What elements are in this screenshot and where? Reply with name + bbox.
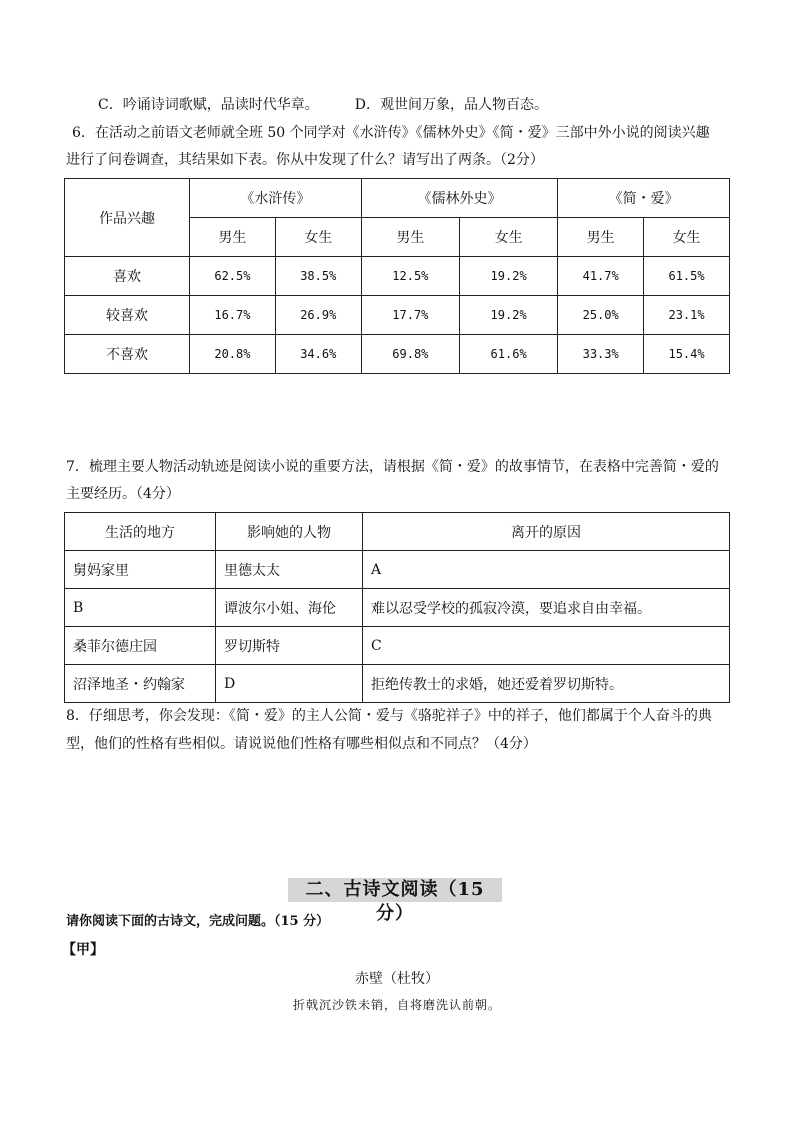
reading-interest-table [64,178,730,374]
gender-header: 男生 [558,218,644,257]
q6-text-line2: 进行了问卷调查，其结果如下表。你从中发现了什么？请写出了两条。（2分） [66,152,544,168]
column-header: 影响她的人物 [216,513,363,551]
table-cell: 41.7% [558,257,644,296]
table-cell: 里德太太 [216,551,363,589]
passage-label-jia: 【甲】 [62,942,104,958]
table-cell: 20.8% [190,335,276,374]
table-row [65,296,730,335]
table-cell: 34.6% [275,335,361,374]
book-header: 《儒林外史》 [361,179,558,218]
table-cell: 19.2% [459,296,557,335]
gender-header: 男生 [190,218,276,257]
table-cell: 17.7% [361,296,459,335]
table-cell: 19.2% [459,257,557,296]
table-row [65,257,730,296]
table-corner-cell: 作品兴趣 [65,179,190,257]
column-header: 生活的地方 [65,513,216,551]
table-cell: 沼泽地圣・约翰家 [65,665,216,703]
table-cell: 12.5% [361,257,459,296]
jane-eyre-experience-table [64,512,730,703]
options-line [98,96,548,114]
q6-text-line1: 6．在活动之前语文老师就全班 50 个同学对《水浒传》《儒林外史》《简・爱》三部中外小说的阅读兴趣 [72,125,710,141]
poem-line: 折戟沉沙铁未销，自将磨洗认前朝。 [292,998,501,1012]
table-cell: 69.8% [361,335,459,374]
table-cell: 25.0% [558,296,644,335]
table-row [65,335,730,374]
table-cell: 难以忍受学校的孤寂冷漠，要追求自由幸福。 [363,589,730,627]
table-row [65,551,730,589]
gender-header: 女生 [459,218,557,257]
row-label: 不喜欢 [65,335,190,374]
q7-text-line2: 主要经历。（4分） [66,486,180,502]
poem-title: 赤壁（杜牧） [355,971,439,987]
table-cell: D [216,665,363,703]
table-row [65,665,730,703]
row-label: 喜欢 [65,257,190,296]
table-cell: B [65,589,216,627]
table-cell: 15.4% [644,335,730,374]
gender-header: 女生 [644,218,730,257]
q8-text-line2: 型，他们的性格有些相似。请说说他们性格有哪些相似点和不同点？（4分） [66,736,537,752]
table-row [65,627,730,665]
section-instruction: 请你阅读下面的古诗文，完成问题。（15 分） [66,914,330,929]
table-row [65,589,730,627]
book-header: 《简・爱》 [558,179,730,218]
table-cell: A [363,551,730,589]
table-cell: 38.5% [275,257,361,296]
table-cell: 拒绝传教士的求婚，她还爱着罗切斯特。 [363,665,730,703]
table-cell: 23.1% [644,296,730,335]
table-cell: 26.9% [275,296,361,335]
column-header: 离开的原因 [363,513,730,551]
q7-text-line1: 7．梳理主要人物活动轨迹是阅读小说的重要方法，请根据《简・爱》的故事情节，在表格中完善简・爱的 [66,459,719,475]
gender-header: 男生 [361,218,459,257]
table-cell: 33.3% [558,335,644,374]
table-cell: 16.7% [190,296,276,335]
table-cell: 62.5% [190,257,276,296]
table-cell: C [363,627,730,665]
option-c: C．吟诵诗词歌赋，品读时代华章。 [98,97,319,113]
table-cell: 61.6% [459,335,557,374]
section-title: 二、古诗文阅读（15 分） [288,878,502,902]
option-d: D．观世间万象，品人物百态。 [354,97,548,113]
table-cell: 罗切斯特 [216,627,363,665]
book-header: 《水浒传》 [190,179,362,218]
table-cell: 谭波尔小姐、海伦 [216,589,363,627]
q8-text-line1: 8．仔细思考，你会发现：《简・爱》的主人公简・爱与《骆驼祥子》中的祥子，他们都属于个人奋斗的典 [66,708,712,724]
gender-header: 女生 [275,218,361,257]
row-label: 较喜欢 [65,296,190,335]
table-cell: 61.5% [644,257,730,296]
table-cell: 舅妈家里 [65,551,216,589]
table-cell: 桑菲尔德庄园 [65,627,216,665]
